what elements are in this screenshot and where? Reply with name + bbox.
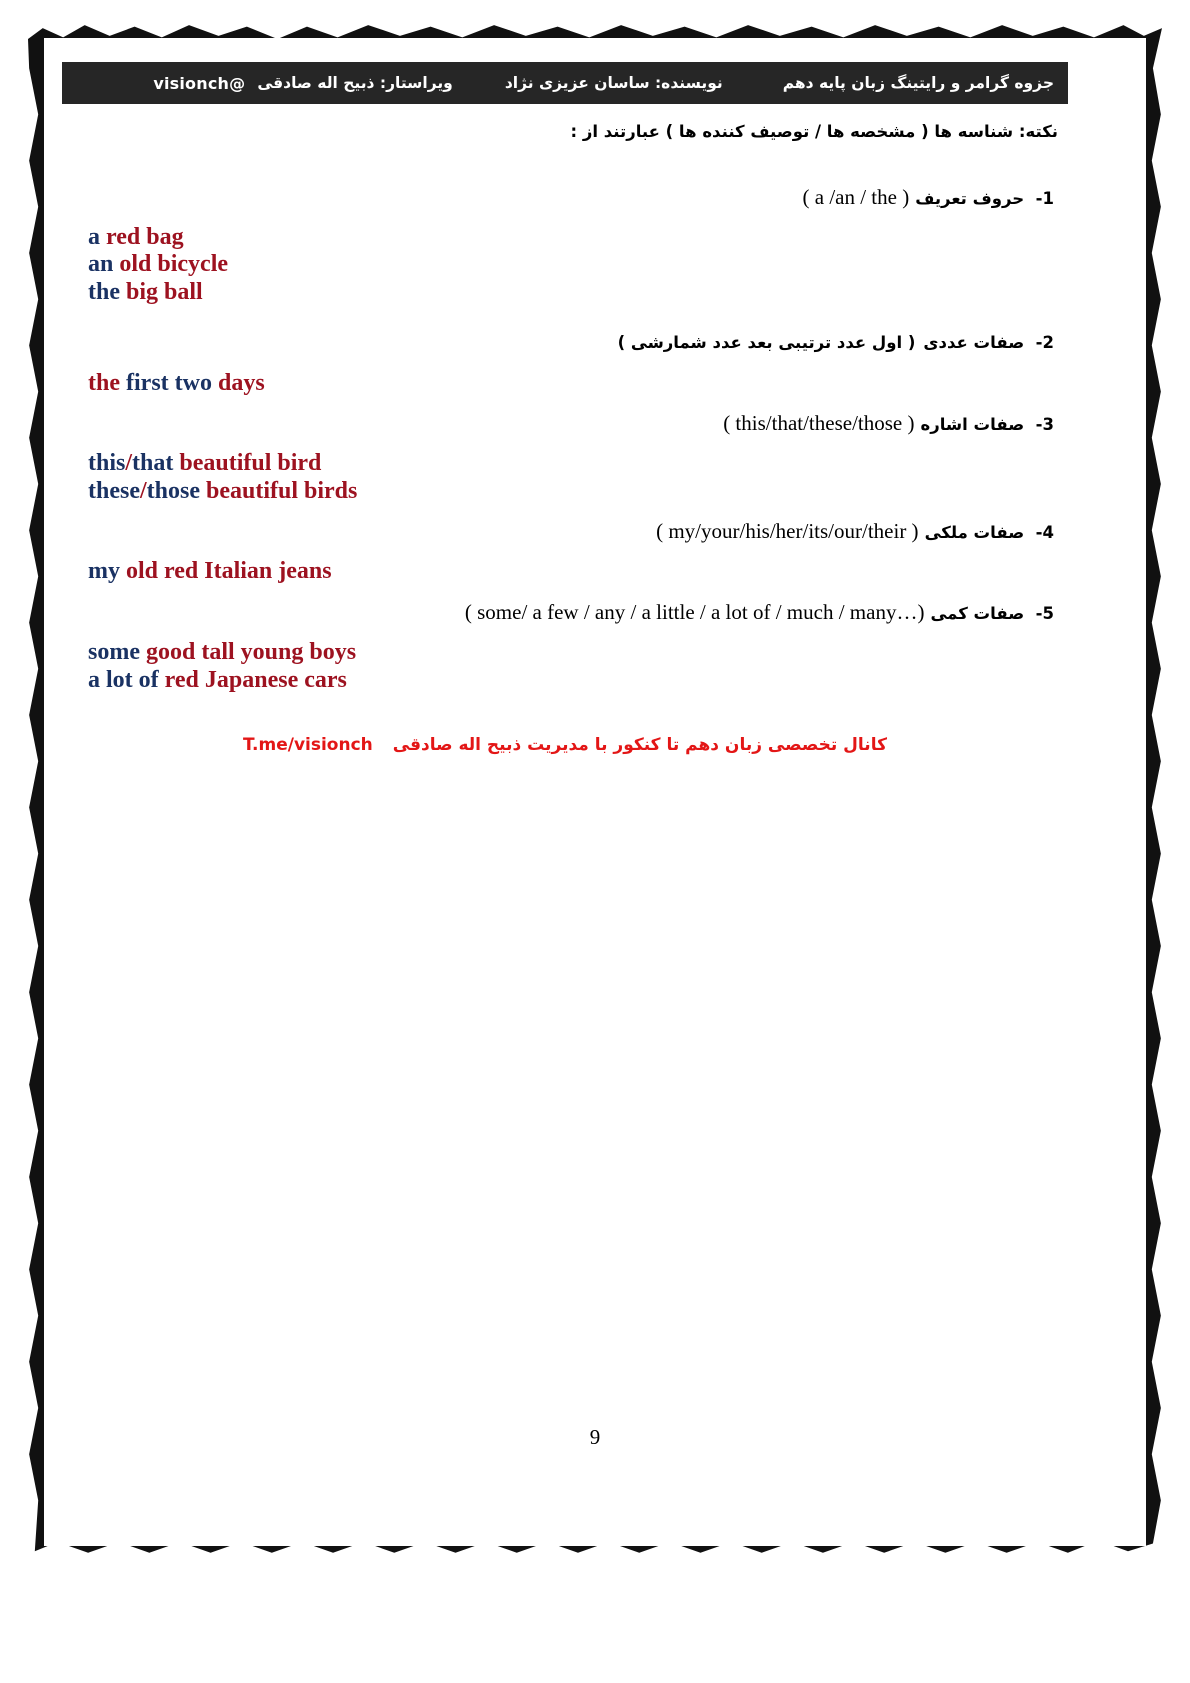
example-block (62, 224, 1068, 307)
spacer (62, 307, 1068, 333)
determiner-word: the (88, 278, 120, 305)
header-telegram-handle: @visionch (153, 73, 246, 93)
determiner-word: this (88, 450, 126, 477)
determiner-word: an (88, 251, 114, 278)
spacer (62, 625, 1068, 639)
rule-examples-inline: ( my/your/his/her/its/our/their ) (656, 519, 919, 544)
rule-label-fa: صفات اشاره (920, 415, 1025, 435)
rule-number: 5- (1035, 603, 1054, 623)
determiner-word: a lot of (88, 666, 159, 693)
spacer (62, 505, 1068, 519)
phrase-word: big ball (126, 278, 203, 305)
rule-label-fa: حروف تعریف (915, 188, 1025, 208)
example-block (62, 639, 1068, 694)
example-block (62, 370, 1068, 398)
example-phrase (88, 478, 1068, 506)
rule-label-fa: صفات ملکی (924, 523, 1025, 543)
rule-number: 3- (1035, 415, 1054, 435)
document-body (62, 120, 1068, 708)
spacer (62, 586, 1068, 600)
determiner-word: that (132, 450, 174, 477)
example-phrase (88, 450, 1068, 478)
spacer (62, 544, 1068, 558)
phrase-word: red Japanese cars (164, 666, 347, 693)
example-phrase (88, 639, 1068, 667)
rules-list (62, 185, 1068, 708)
phrase-word: old bicycle (119, 251, 229, 278)
determiner-word: my (88, 558, 120, 585)
rule-line (62, 333, 1068, 352)
phrase-word: / (139, 477, 147, 504)
rule-number: 4- (1035, 523, 1054, 543)
rule-examples-inline: ( اول عدد ترتیبی بعد عدد شمارشی ) (617, 332, 916, 352)
determiner-word: first two (126, 369, 212, 396)
footer-promo-text: کانال تخصصی زبان دهم تا کنکور با مدیریت ذبیح اله صادقی (392, 735, 887, 755)
phrase-word: days (217, 369, 265, 396)
rule-line (62, 411, 1068, 436)
rule-examples-inline: ( some/ a few / any / a little / a lot of / much / many…) (464, 599, 925, 624)
rule-label-fa: صفات عددی (923, 332, 1025, 352)
determiner-word: those (146, 477, 200, 504)
rule-label-fa: صفات کمی (930, 603, 1025, 623)
phrase-word: red bag (106, 223, 184, 250)
phrase-word: beautiful bird (179, 450, 322, 477)
footer-telegram-link[interactable]: T.me/visionch (243, 735, 373, 755)
rule-examples-inline: ( this/that/these/those ) (723, 411, 915, 436)
example-block (62, 450, 1068, 505)
rule-line (62, 519, 1068, 544)
rule-number: 2- (1035, 332, 1054, 352)
header-author: نویسنده: ساسان عزیزی نژاد (504, 74, 723, 92)
document-header-bar (62, 62, 1068, 104)
header-editor: ویراستار: ذبیح اله صادقی (257, 74, 453, 92)
determiner-word: these (88, 477, 140, 504)
rule-line (62, 185, 1068, 210)
determiner-word: a (88, 223, 100, 250)
page-number: 9 (589, 1425, 601, 1449)
note-heading: نکته: شناسه ها ( مشخصه ها / توصیف کننده ها ) عبارتند از : (570, 122, 1058, 141)
header-title: جزوه گرامر و رایتینگ زبان پایه دهم (782, 74, 1054, 92)
phrase-word: / (125, 450, 133, 477)
rule-examples-inline: ( a /an / the ) (802, 184, 910, 209)
example-phrase (88, 558, 1068, 586)
spacer (62, 210, 1068, 224)
example-phrase (88, 370, 1068, 398)
spacer (62, 436, 1068, 450)
example-phrase (88, 279, 1068, 307)
phrase-word: old red Italian jeans (126, 558, 332, 585)
rule-line (62, 600, 1068, 625)
example-block (62, 558, 1068, 586)
example-phrase (88, 251, 1068, 279)
spacer (62, 694, 1068, 708)
phrase-word: good tall young boys (145, 638, 357, 665)
spacer (62, 397, 1068, 411)
rule-number: 1- (1035, 188, 1054, 208)
phrase-word: beautiful birds (206, 477, 358, 504)
determiner-word: some (88, 638, 140, 665)
footer-promo (62, 735, 1068, 755)
example-phrase (88, 224, 1068, 252)
example-phrase (88, 667, 1068, 695)
phrase-word: the (88, 369, 120, 396)
spacer (62, 352, 1068, 370)
